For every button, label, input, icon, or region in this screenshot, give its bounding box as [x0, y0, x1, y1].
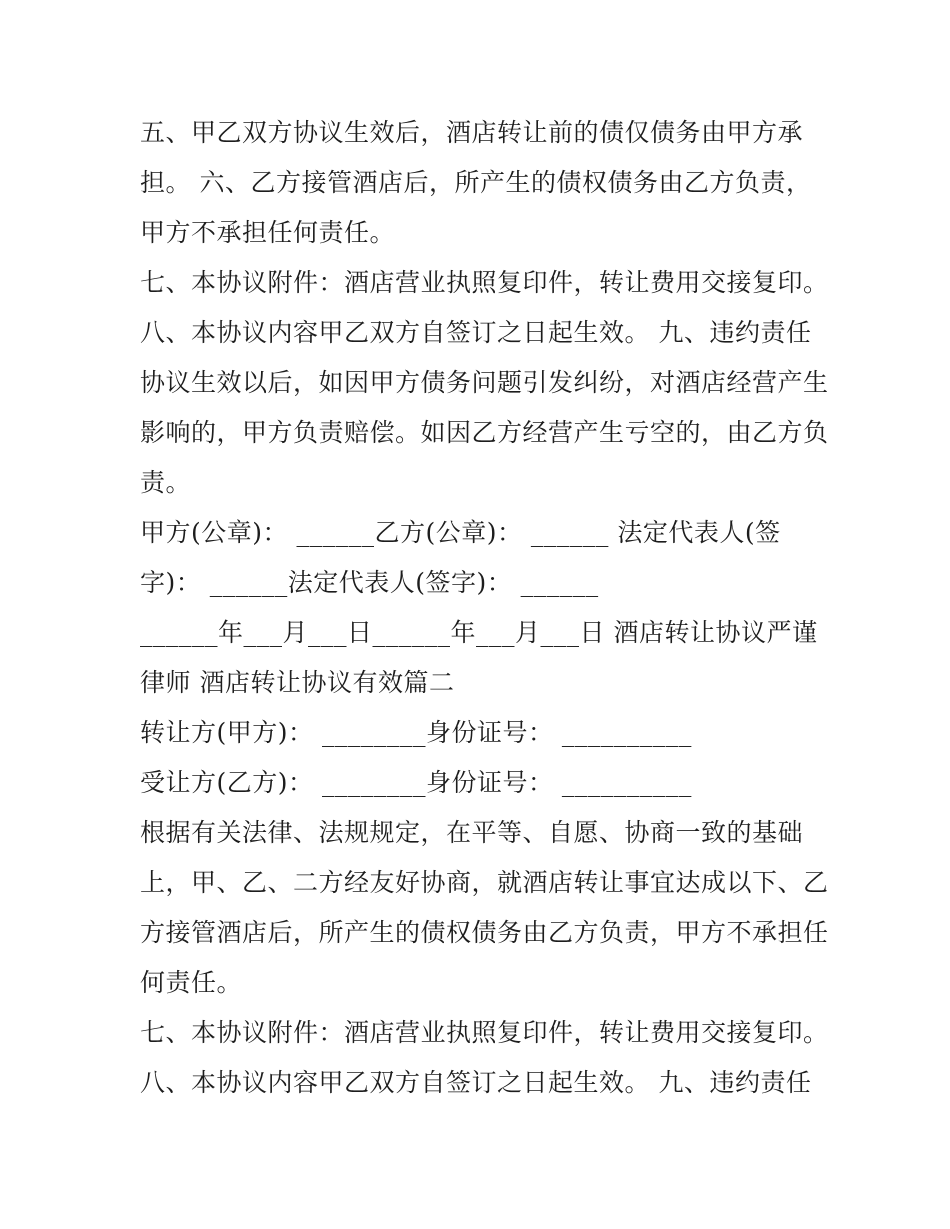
- text-line: 影响的，甲方负责赔偿。如因乙方经营产生亏空的，由乙方负: [140, 418, 829, 447]
- document-body: [140, 108, 850, 1108]
- text-line: 根据有关法律、法规规定，在平等、自愿、协商一致的基础: [140, 818, 804, 847]
- text-line: 律师 酒店转让协议有效篇二: [140, 668, 455, 697]
- text-line: 七、本协议附件：酒店营业执照复印件，转让费用交接复印。: [140, 268, 829, 297]
- text-line: 何责任。: [140, 968, 243, 997]
- text-line: 五、甲乙双方协议生效后，酒店转让前的债仅债务由甲方承: [140, 118, 804, 147]
- text-line: 甲方不承担任何责任。: [140, 218, 396, 247]
- text-line: ______年___月___日______年___月___日 酒店转让协议严谨: [140, 618, 818, 647]
- text-line: 八、本协议内容甲乙双方自签订之日起生效。 九、违约责任: [140, 318, 812, 347]
- text-line: 七、本协议附件：酒店营业执照复印件，转让费用交接复印。: [140, 1018, 829, 1047]
- text-line: 担。 六、乙方接管酒店后，所产生的债权债务由乙方负责，: [140, 168, 812, 197]
- text-line: 方接管酒店后，所产生的债权债务由乙方负责，甲方不承担任: [140, 918, 829, 947]
- text-line: 协议生效以后，如因甲方债务问题引发纠纷，对酒店经营产生: [140, 368, 829, 397]
- text-line: 甲方(公章)： ______乙方(公章)： ______ 法定代表人(签: [140, 518, 781, 547]
- text-line: 上，甲、乙、二方经友好协商，就酒店转让事宜达成以下、乙: [140, 868, 829, 897]
- text-line: 转让方(甲方)： ________身份证号： __________: [140, 718, 692, 747]
- text-line: 受让方(乙方)： ________身份证号： __________: [140, 768, 692, 797]
- text-line: 八、本协议内容甲乙双方自签订之日起生效。 九、违约责任: [140, 1068, 812, 1097]
- text-line: 字)： ______法定代表人(签字)： ______: [140, 568, 599, 597]
- text-line: 责。: [140, 468, 192, 497]
